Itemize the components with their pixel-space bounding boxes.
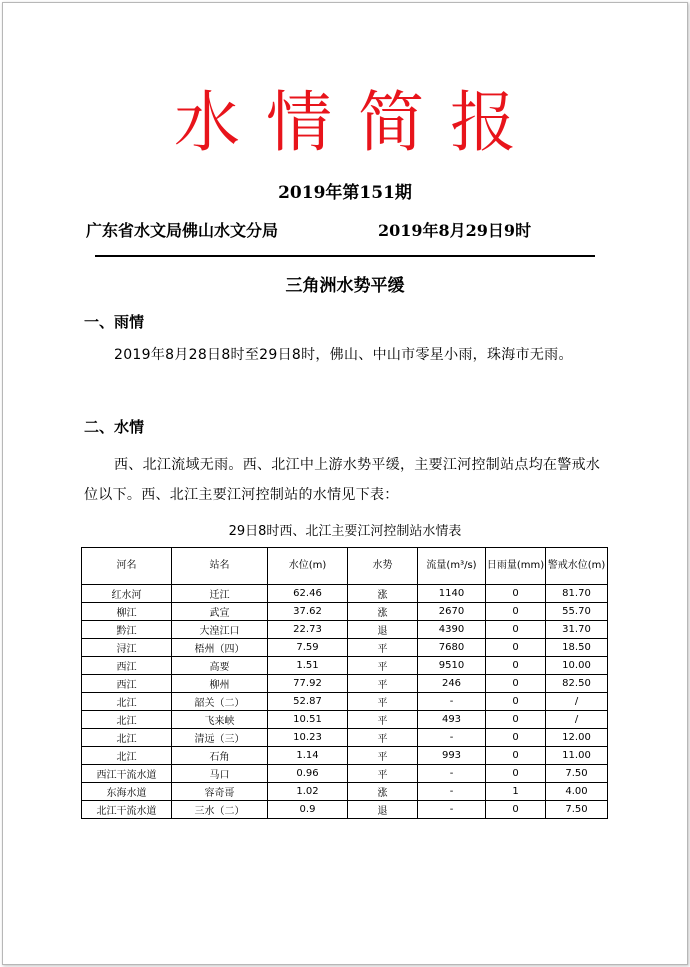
table-row xyxy=(82,765,608,783)
cell-water-level: 7.59 xyxy=(268,639,348,657)
header-water-level: 水位(m) xyxy=(268,548,348,585)
cell-daily-rainfall: 0 xyxy=(486,639,546,657)
cell-station: 韶关（二） xyxy=(172,693,268,711)
cell-river: 西江 xyxy=(82,657,172,675)
cell-station: 武宣 xyxy=(172,603,268,621)
header-river: 河名 xyxy=(82,548,172,585)
cell-warning-level: 4.00 xyxy=(546,783,608,801)
cell-warning-level: / xyxy=(546,711,608,729)
cell-water-level: 0.9 xyxy=(268,801,348,819)
cell-flow: 993 xyxy=(418,747,486,765)
cell-river: 西江干流水道 xyxy=(82,765,172,783)
water-table xyxy=(81,547,608,819)
header-trend: 水势 xyxy=(348,548,418,585)
cell-warning-level: 18.50 xyxy=(546,639,608,657)
section-rain-text: 2019年8月28日8时至29日8时，佛山、中山市零星小雨，珠海市无雨。 xyxy=(114,347,573,363)
cell-daily-rainfall: 0 xyxy=(486,585,546,603)
cell-flow: 1140 xyxy=(418,585,486,603)
cell-flow: 2670 xyxy=(418,603,486,621)
cell-water-level: 10.23 xyxy=(268,729,348,747)
cell-trend: 涨 xyxy=(348,585,418,603)
cell-station: 石角 xyxy=(172,747,268,765)
cell-daily-rainfall: 1 xyxy=(486,783,546,801)
section-water-text: 西、北江流域无雨。西、北江中上游水势平缓，主要江河控制站点均在警戒水位以下。西、北江主要江河控制站的水情见下表： xyxy=(84,457,601,503)
cell-river: 北江 xyxy=(82,693,172,711)
cell-river: 北江 xyxy=(82,711,172,729)
cell-river: 东海水道 xyxy=(82,783,172,801)
cell-trend: 涨 xyxy=(348,783,418,801)
issue-number: 2019年第151期 xyxy=(278,183,412,203)
cell-flow: 246 xyxy=(418,675,486,693)
cell-flow: 4390 xyxy=(418,621,486,639)
cell-river: 浔江 xyxy=(82,639,172,657)
cell-water-level: 62.46 xyxy=(268,585,348,603)
cell-station: 清远（三） xyxy=(172,729,268,747)
cell-warning-level: / xyxy=(546,693,608,711)
table-row xyxy=(82,783,608,801)
table-row xyxy=(82,585,608,603)
cell-water-level: 52.87 xyxy=(268,693,348,711)
cell-daily-rainfall: 0 xyxy=(486,693,546,711)
section-rain-title: 一、雨情 xyxy=(84,313,145,331)
cell-flow: 7680 xyxy=(418,639,486,657)
cell-station: 容奇哥 xyxy=(172,783,268,801)
cell-trend: 退 xyxy=(348,621,418,639)
cell-warning-level: 10.00 xyxy=(546,657,608,675)
issuing-organization: 广东省水文局佛山水文分局 xyxy=(86,221,279,240)
cell-station: 飞来峡 xyxy=(172,711,268,729)
cell-water-level: 1.02 xyxy=(268,783,348,801)
cell-river: 北江干流水道 xyxy=(82,801,172,819)
cell-station: 马口 xyxy=(172,765,268,783)
table-row xyxy=(82,603,608,621)
headline: 三角洲水势平缓 xyxy=(285,276,405,296)
cell-daily-rainfall: 0 xyxy=(486,747,546,765)
cell-river: 红水河 xyxy=(82,585,172,603)
cell-station: 迁江 xyxy=(172,585,268,603)
cell-water-level: 1.14 xyxy=(268,747,348,765)
cell-trend: 平 xyxy=(348,693,418,711)
cell-station: 柳州 xyxy=(172,675,268,693)
cell-warning-level: 7.50 xyxy=(546,765,608,783)
cell-trend: 平 xyxy=(348,675,418,693)
cell-river: 北江 xyxy=(82,747,172,765)
cell-water-level: 1.51 xyxy=(268,657,348,675)
masthead-title: 水情简报 xyxy=(174,84,542,161)
cell-station: 高要 xyxy=(172,657,268,675)
cell-daily-rainfall: 0 xyxy=(486,621,546,639)
cell-river: 柳江 xyxy=(82,603,172,621)
table-row xyxy=(82,639,608,657)
header-station: 站名 xyxy=(172,548,268,585)
cell-daily-rainfall: 0 xyxy=(486,765,546,783)
table-caption: 29日8时西、北江主要江河控制站水情表 xyxy=(228,524,462,539)
cell-warning-level: 11.00 xyxy=(546,747,608,765)
header-warning-level: 警戒水位(m) xyxy=(546,548,608,585)
section-water-title: 二、水情 xyxy=(84,418,145,436)
cell-daily-rainfall: 0 xyxy=(486,657,546,675)
cell-flow: - xyxy=(418,765,486,783)
table-row xyxy=(82,693,608,711)
table-row xyxy=(82,621,608,639)
cell-daily-rainfall: 0 xyxy=(486,711,546,729)
cell-trend: 平 xyxy=(348,711,418,729)
cell-trend: 平 xyxy=(348,729,418,747)
cell-station: 大湟江口 xyxy=(172,621,268,639)
cell-trend: 退 xyxy=(348,801,418,819)
cell-daily-rainfall: 0 xyxy=(486,801,546,819)
table-row xyxy=(82,747,608,765)
cell-flow: - xyxy=(418,801,486,819)
header-flow: 流量(m³/s) xyxy=(418,548,486,585)
cell-flow: - xyxy=(418,693,486,711)
cell-station: 三水（二） xyxy=(172,801,268,819)
cell-warning-level: 12.00 xyxy=(546,729,608,747)
cell-warning-level: 31.70 xyxy=(546,621,608,639)
cell-trend: 平 xyxy=(348,765,418,783)
table-row xyxy=(82,675,608,693)
header-daily-rainfall: 日雨量(mm) xyxy=(486,548,546,585)
header-divider xyxy=(95,255,595,257)
cell-flow: 9510 xyxy=(418,657,486,675)
cell-trend: 平 xyxy=(348,657,418,675)
cell-river: 黔江 xyxy=(82,621,172,639)
cell-warning-level: 82.50 xyxy=(546,675,608,693)
table-row xyxy=(82,711,608,729)
cell-warning-level: 55.70 xyxy=(546,603,608,621)
cell-river: 北江 xyxy=(82,729,172,747)
cell-trend: 平 xyxy=(348,639,418,657)
issue-date: 2019年8月29日9时 xyxy=(378,221,532,240)
cell-daily-rainfall: 0 xyxy=(486,675,546,693)
cell-daily-rainfall: 0 xyxy=(486,603,546,621)
cell-water-level: 0.96 xyxy=(268,765,348,783)
cell-warning-level: 7.50 xyxy=(546,801,608,819)
cell-flow: - xyxy=(418,729,486,747)
cell-flow: - xyxy=(418,783,486,801)
cell-trend: 涨 xyxy=(348,603,418,621)
cell-water-level: 10.51 xyxy=(268,711,348,729)
cell-river: 西江 xyxy=(82,675,172,693)
cell-water-level: 37.62 xyxy=(268,603,348,621)
cell-water-level: 77.92 xyxy=(268,675,348,693)
table-row xyxy=(82,801,608,819)
table-header-row xyxy=(82,548,608,585)
cell-flow: 493 xyxy=(418,711,486,729)
table-row xyxy=(82,657,608,675)
cell-trend: 平 xyxy=(348,747,418,765)
cell-daily-rainfall: 0 xyxy=(486,729,546,747)
cell-water-level: 22.73 xyxy=(268,621,348,639)
cell-warning-level: 81.70 xyxy=(546,585,608,603)
cell-station: 梧州（四） xyxy=(172,639,268,657)
table-row xyxy=(82,729,608,747)
